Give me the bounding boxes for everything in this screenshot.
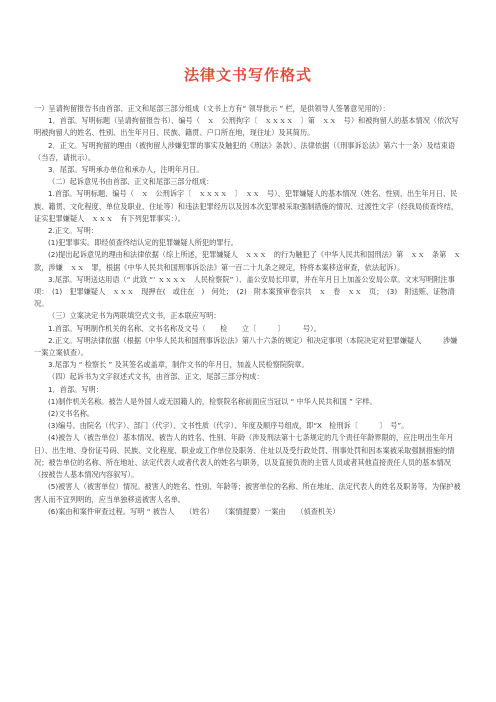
paragraph: （二）起诉意见书由首部、正文和尾部三部分组成：: [48, 177, 214, 187]
paragraph: (2)提出起诉意见的理由和法律依据（综上所述，犯罪嫌疑人 ｘｘｘ 的行为触犯了《中华人民共和国刑法》第 ｘｘ 条第 ｘ 款，涉嫌 ｘｘ 罪，根据《中华人民共和国刑事诉讼法》第一百二十九条之规定，特将本案移送审查，依法起诉）。: [34, 250, 468, 272]
paragraph: 1．首部。写明：: [48, 384, 103, 394]
paragraph: (2)文书名称。: [48, 409, 95, 419]
paragraph: (6)案由和案件审查过程。写明 “ 被告人 （姓名） （案情提要）一案由 （侦查机关）: [48, 506, 340, 516]
paragraph: 2．正文。写明拘留的理由（被拘留人涉嫌犯罪的事实及触犯的《刑法》条款）、法律依据（《刑事诉讼法》第六十一条）及结束语（当否，请批示）。: [34, 140, 456, 162]
paragraph: (3)编号。由院名（代字）、部门（代字）、文书性质（代字）、年度及顺序号组成，即“X 检刑诉〔 〕 号”。: [48, 421, 409, 431]
paragraph: 1．首部。写明标题（呈请拘留报告书）、编号（ ｘ 公刑拘字〔 ｘｘｘｘ 〕第 ｘｘ 号）和被拘留人的基本情况（依次写明被拘留人的姓名、性别、出生年月日、民族、籍贯、户口所在地，现住址）及其简历。: [34, 116, 459, 138]
paragraph: (4)被告人（被告单位）基本情况。被告人的姓名、性别、年龄（涉及刑法第十七条规定的几个责任年龄界限的，应注明出生年月日）、出生地、身份证号码、民族、文化程度、职业或工作单位及职务、住址以及受行政处罚、刑事处罚和因本案被采取强制措施的情况；被告单位的名称、所在地址、法定代表人或者代表人的姓名与职务，以及直接负责的主管人员或者其他直接责任人员的基本情况（按被告人基本情况内容叙写）。: [34, 433, 455, 480]
paragraph: 2.正文。写明：: [48, 226, 98, 236]
paragraph: (1)犯罪事实。即经侦查终结认定的犯罪嫌疑人所犯的罪行。: [48, 238, 238, 248]
paragraph: （四）起诉书为文字叙述式文书，由首部、正文、尾部三部分构成：: [48, 372, 264, 382]
document-body: [34, 103, 479, 518]
paragraph: 1.首部。写明制作机关的名称、文书名称及文号（ 检 立〔 〕 号）。: [48, 323, 321, 333]
paragraph: （三）立案决定书为两联填空式文书，正本联应写明：: [48, 311, 221, 321]
document-title: 法律文书写作格式: [183, 66, 312, 84]
paragraph: 2.正文。写明法律依据（根据《中华人民共和国刑事诉讼法》第八十六条的规定）和决定事项（本院决定对犯罪嫌疑人 涉嫌 一案立案侦查）。: [34, 335, 479, 358]
paragraph: 一）呈请拘留报告书由首部、正文和尾部三部分组成（文书上方有“ 领导批示 ” 栏，是供领导人签署意见用的）：: [34, 104, 390, 113]
paragraph: 1.首部。写明标题、编号（ ｘ 公刑诉字〔 ｘｘｘｘ 〕 ｘｘ 号）、犯罪嫌疑人的基本情况（姓名、性别、出生年月日、民族、籍贯、文化程度、单位及职业、住址等）和违法犯罪经历以及因本次犯罪被采取强制措施的情况、过渡性文字（经我局侦查终结，证实犯罪嫌疑人 ｘｘｘ 有下列犯罪事实：）。: [34, 189, 459, 223]
paragraph: 3．尾部。写明承办单位和承办人，注明年月日。: [48, 165, 204, 175]
paragraph: 3.尾部为 “ 检察长 ” 及其签名或盖章，制作文书的年月日，加盖人民检察院院章。: [48, 360, 309, 370]
paragraph: 3.尾部。写明送达用语（“ 此致 “‘ ｘｘｘｘ 人民检察院” ）、盖公安局长印章，并在年月日上加盖公安局公章。文末写明附注事项： (1) 犯罪嫌疑人 ｘｘｘ 现押在( 或住在 ) 何处； (2) 附本案预审卷宗共 ｘ 卷 ｘｘ 页； (3) 附送赃、证物清况。: [34, 274, 455, 309]
paragraph: (1)制作机关名称。被告人是外国人或无国籍人的，检察院名称前面应当冠以 “ 中华人民共和国 ” 字样。: [48, 396, 377, 406]
paragraph: (5)被害人（被害单位）情况。被害人的姓名、性别、年龄等；被害单位的名称、所在地址、法定代表人的姓名及职务等。为保护被害人而不宜列明的，应当单独移送被害人名单。: [34, 482, 461, 504]
